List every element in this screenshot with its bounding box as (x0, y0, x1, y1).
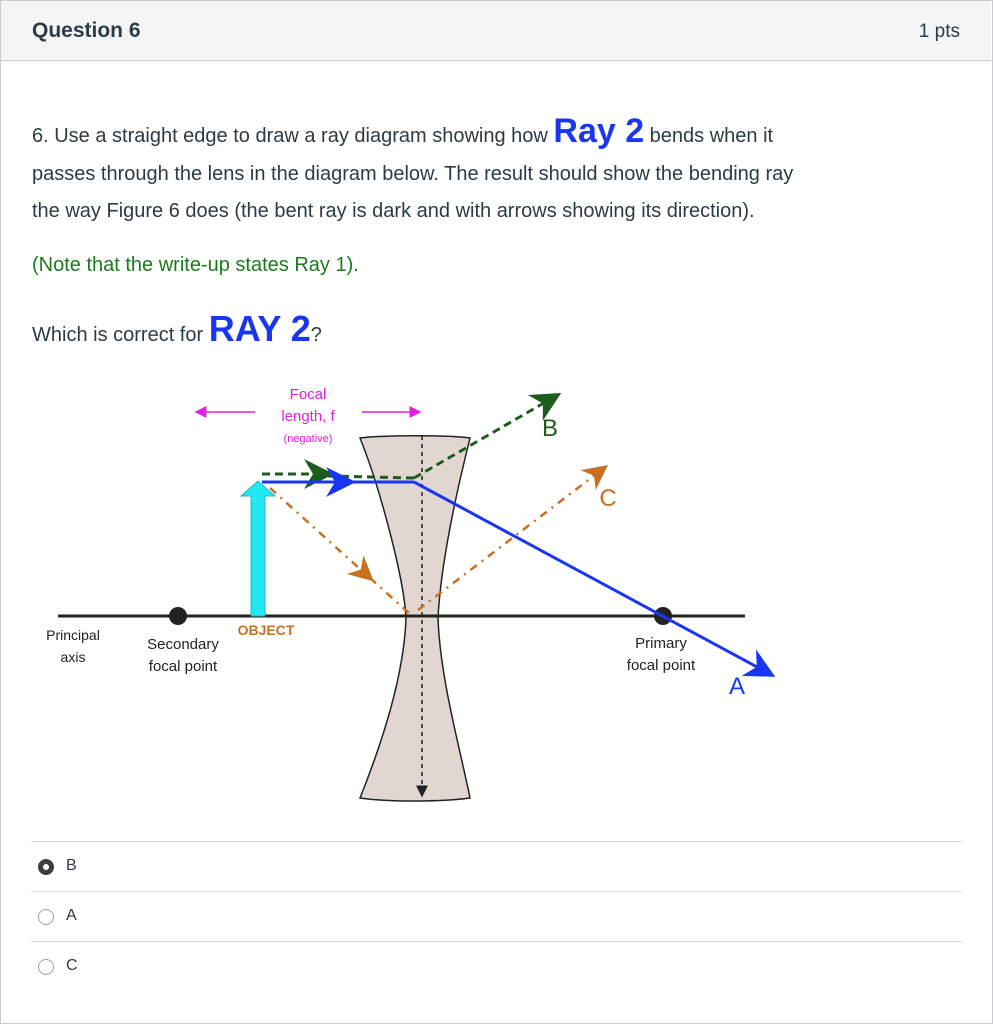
question-title: Question 6 (32, 19, 141, 42)
question-note: (Note that the write-up states Ray 1). (32, 254, 359, 276)
which-prompt (32, 308, 322, 350)
object-arrow (241, 481, 275, 616)
label-a: A (728, 673, 746, 700)
principal-axis-label-2: axis (60, 649, 86, 665)
focal-label-1: Focal (289, 386, 327, 403)
answer-label[interactable]: C (66, 957, 78, 974)
question-line-1-pre: 6. Use a straight edge to draw a ray diagram showing how (32, 125, 554, 147)
answer-label[interactable]: A (66, 907, 77, 924)
which-ray-highlight: RAY 2 (208, 308, 311, 349)
question-line-1 (32, 112, 773, 151)
label-b: B (541, 415, 559, 442)
radio-selected-icon[interactable] (38, 859, 54, 875)
question-line-3: the way Figure 6 does (the bent ray is dark and with arrows showing its direction). (32, 200, 755, 222)
question-line-1-post: bends when it (644, 125, 774, 147)
secondary-focal-point (169, 607, 187, 625)
object-label: OBJECT (237, 622, 295, 638)
which-prompt-post: ? (310, 324, 322, 346)
ray-orange-incident (270, 488, 370, 578)
answer-option-b[interactable] (31, 841, 962, 891)
answer-list (31, 841, 962, 991)
question-line-2: passes through the lens in the diagram below. The result should show the bending ray (32, 163, 794, 185)
ray-a-refracted (414, 482, 770, 674)
ray-diagram (30, 378, 780, 808)
focal-label-2: length, f (281, 408, 335, 425)
question-points: 1 pts (918, 21, 960, 42)
answer-label[interactable]: B (66, 857, 77, 874)
primary-focal-label-2: focal point (626, 657, 696, 674)
primary-focal-label-1: Primary (635, 635, 687, 652)
focal-label-3: (negative) (283, 433, 333, 445)
answer-option-c[interactable] (31, 941, 962, 991)
label-c: C (599, 485, 617, 512)
radio-empty-icon[interactable] (38, 909, 54, 925)
answer-option-a[interactable] (31, 891, 962, 941)
diverging-lens (360, 436, 470, 801)
radio-empty-icon[interactable] (38, 959, 54, 975)
which-prompt-pre: Which is correct for (32, 324, 209, 346)
secondary-focal-label-2: focal point (148, 658, 218, 675)
secondary-focal-label-1: Secondary (147, 636, 219, 653)
question-header (1, 1, 991, 61)
ray-2-highlight: Ray 2 (553, 112, 645, 150)
principal-axis-label-1: Principal (46, 627, 100, 643)
